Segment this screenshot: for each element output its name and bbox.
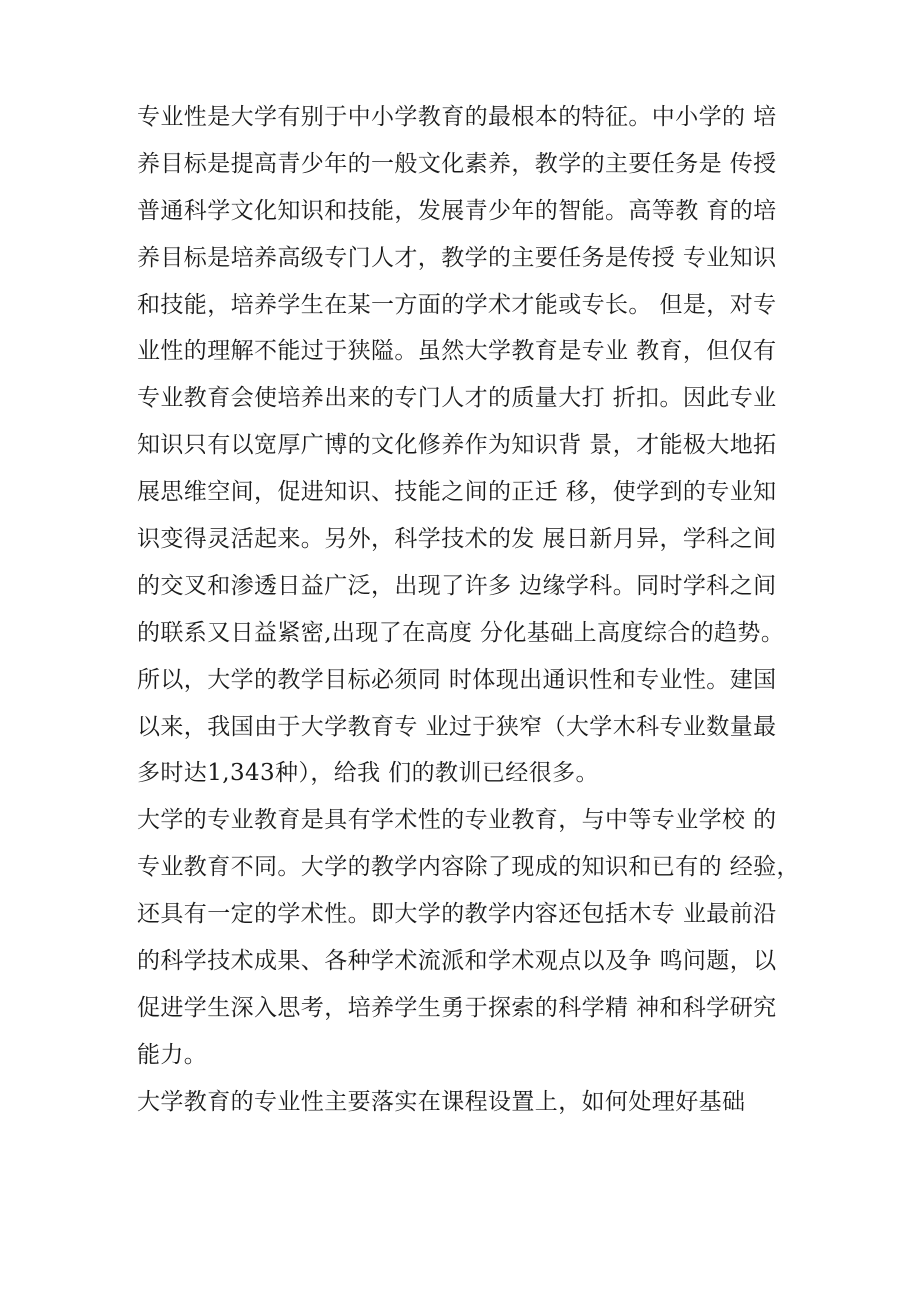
text-line: 还具有一定的学术性。即大学的教学内容还包括木专 业最前沿 xyxy=(137,901,777,928)
text-line: 养目标是提高青少年的一般文化素养，教学的主要任务是 传授 xyxy=(137,150,777,177)
text-line: 养目标是培养高级专门人才，教学的主要任务是传授 专业知识 xyxy=(137,244,777,271)
text-line: 的交叉和渗透日益广泛，出现了许多 边缘学科。同时学科之间 xyxy=(137,572,777,599)
text-line: 专业教育会使培养出来的专门人才的质量大打 折扣。因此专业 xyxy=(137,385,777,412)
text-line: 业性的理解不能过于狭隘。虽然大学教育是专业 教育，但仅有 xyxy=(137,338,777,365)
document-body xyxy=(137,100,800,1132)
text-line: 专业性是大学有别于中小学教育的最根本的特征。中小学的 培 xyxy=(137,104,777,130)
text-line: 大学的专业教育是具有学术性的专业教育，与中等专业学校 的 xyxy=(137,807,777,834)
text-line: 以来，我国由于大学教育专 业过于狭窄（大学木科专业数量最 xyxy=(137,713,777,740)
text-line: 能力。 xyxy=(137,1041,208,1068)
text-line: 知识只有以宽厚广博的文化修养作为知识背 景，才能极大地拓 xyxy=(137,432,777,459)
text-line: 的联系又日益紧密,出现了在高度 分化基础上高度综合的趋势。 xyxy=(137,619,785,646)
text-line: 和技能，培养学生在某一方面的学术才能或专长。 但是，对专 xyxy=(137,291,777,318)
text-line: 普通科学文化知识和技能，发展青少年的智能。高等教 育的培 xyxy=(137,197,777,224)
text-line: 专业教育不同。大学的教学内容除了现成的知识和已有的 经验， xyxy=(137,854,800,881)
text-line: 促进学生深入思考，培养学生勇于探索的科学精 神和科学研究 xyxy=(137,994,777,1021)
text-line: 识变得灵活起来。另外，科学技术的发 展日新月异，学科之间 xyxy=(137,526,777,553)
text-line: 多时达1,343种），给我 们的教训已经很多。 xyxy=(137,760,599,787)
text-line: 所以，大学的教学目标必须同 时体现出通识性和专业性。建国 xyxy=(137,666,777,693)
text-line: 大学教育的专业性主要落实在课程设置上，如何处理好基础 xyxy=(137,1088,746,1115)
text-line: 的科学技术成果、各种学术流派和学术观点以及争 鸣问题，以 xyxy=(137,948,777,975)
text-line: 展思维空间，促进知识、技能之间的正迁 移，使学到的专业知 xyxy=(137,479,777,506)
